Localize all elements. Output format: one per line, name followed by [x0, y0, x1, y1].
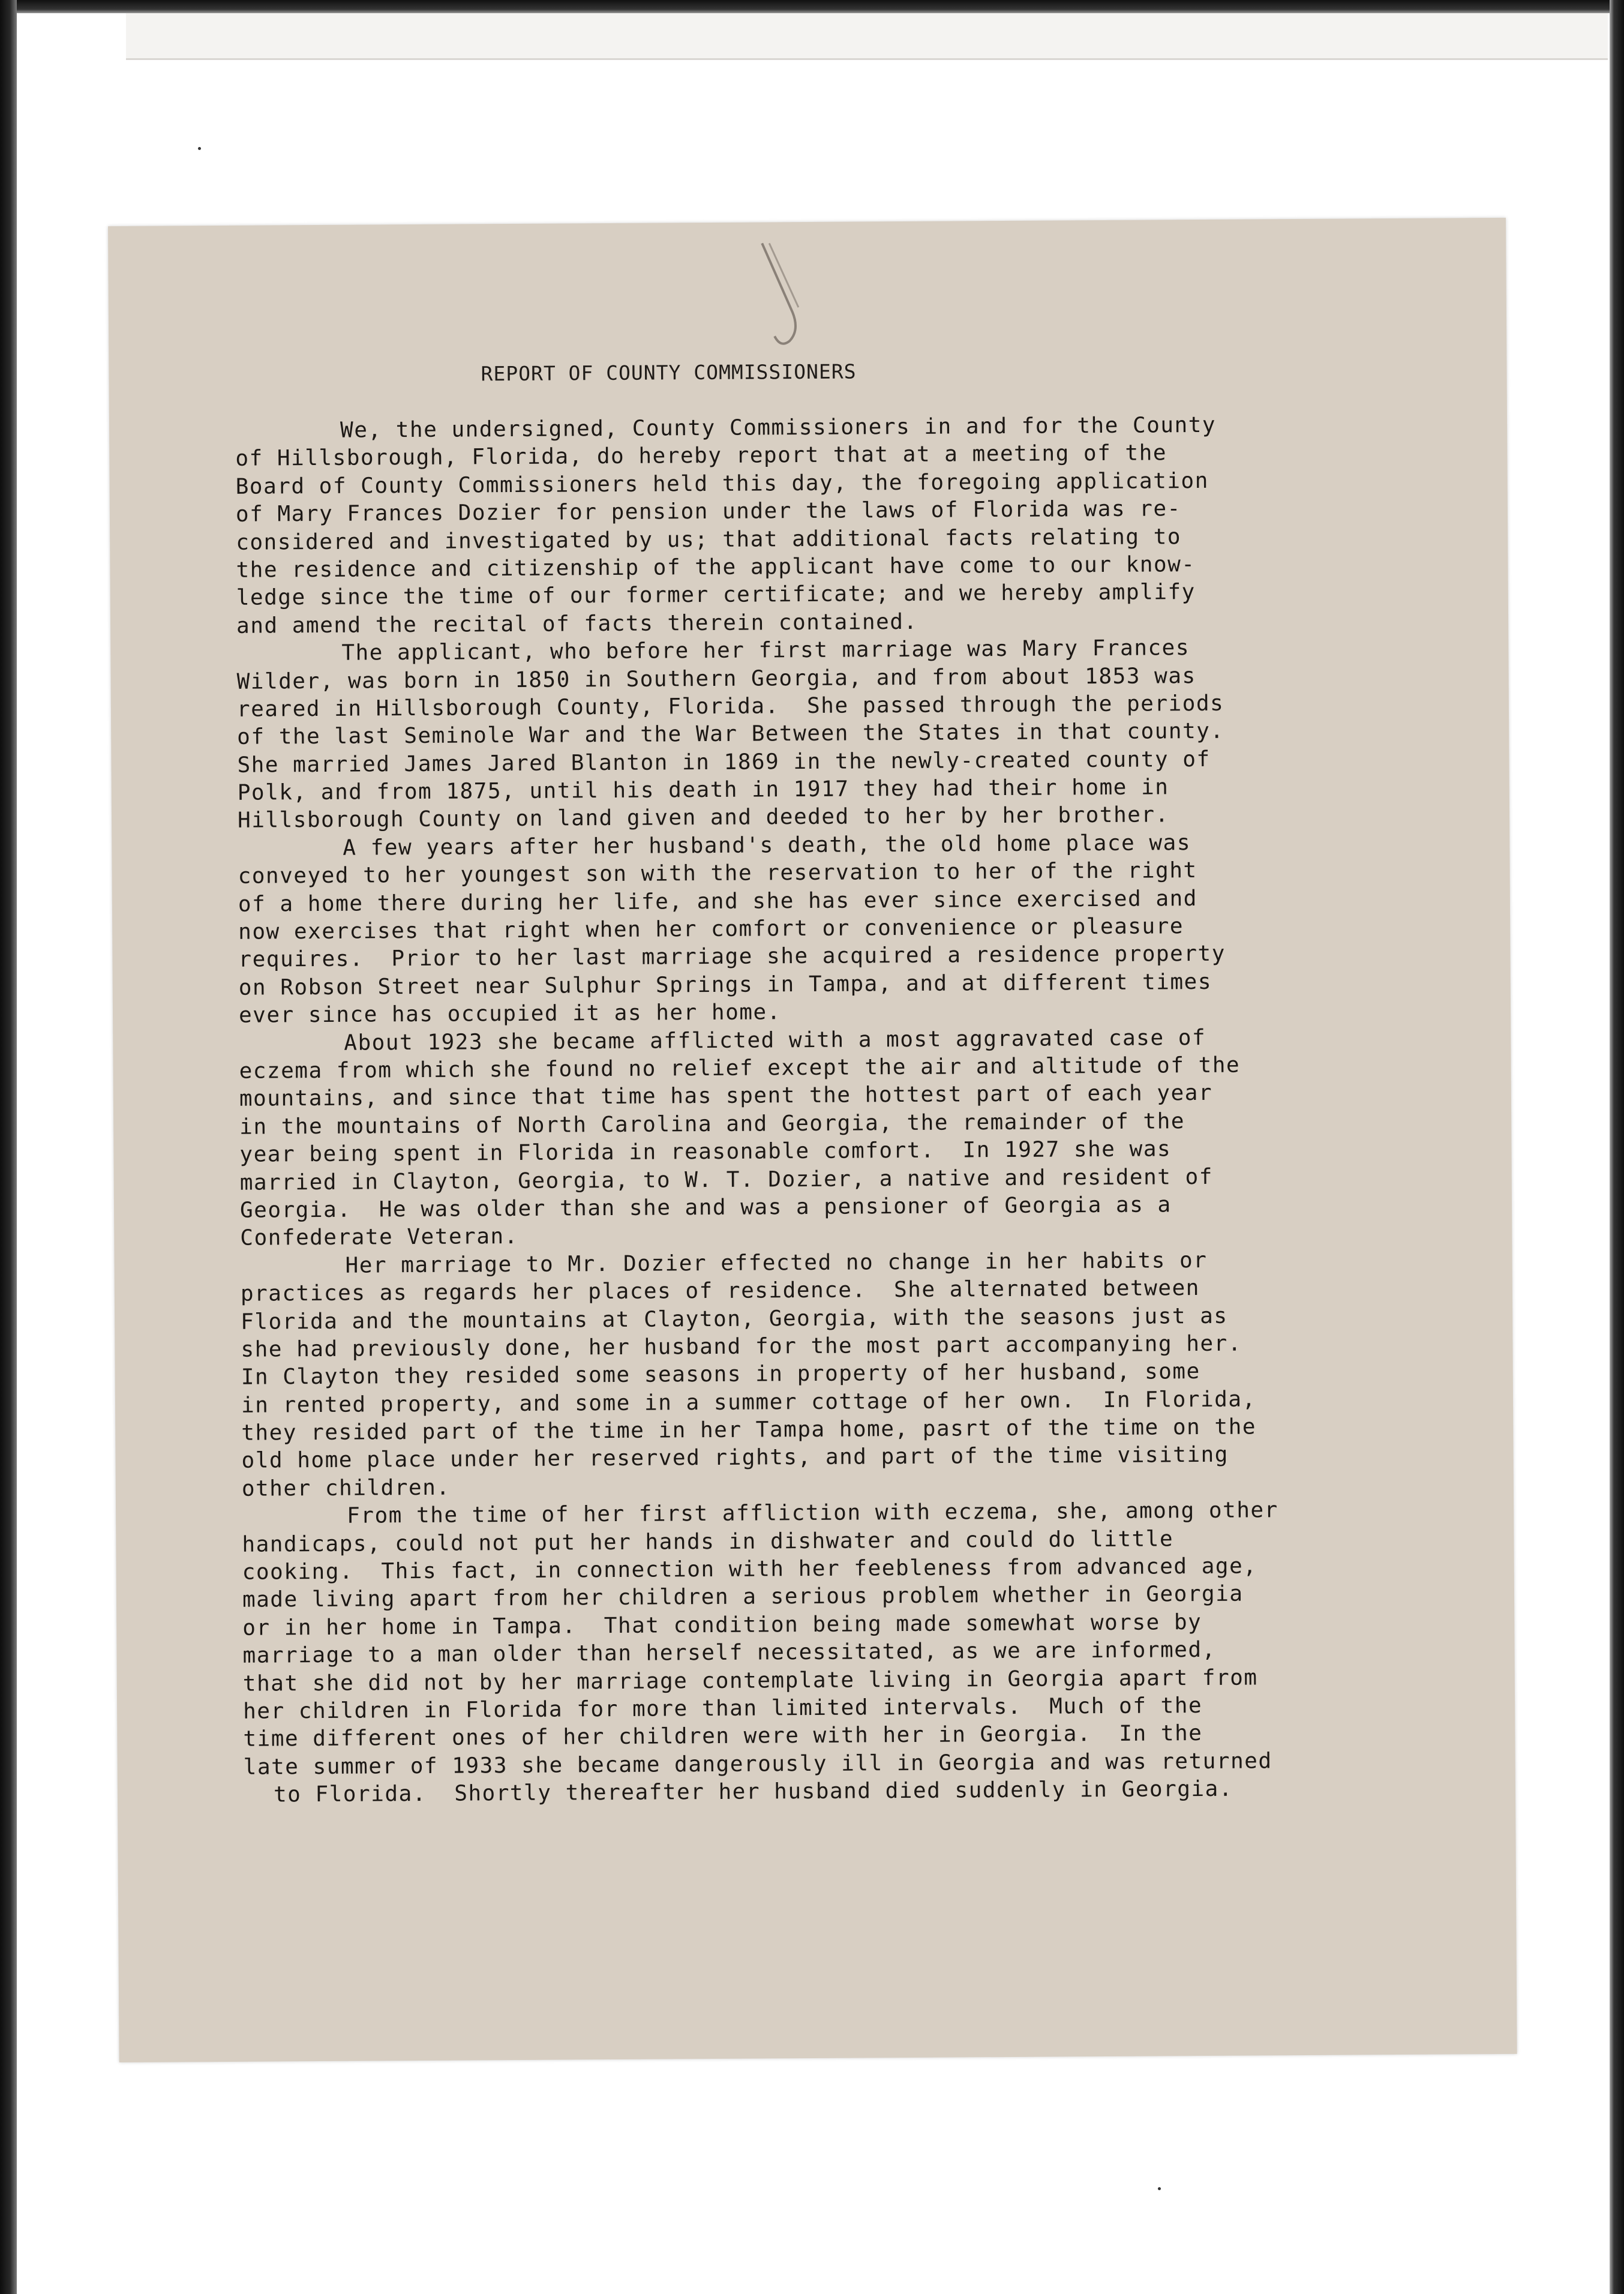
text-line: Polk, and from 1875, until his death in 1917 they had their home in — [237, 775, 1169, 805]
text-line: reared in Hillsborough County, Florida. She passed through the periods — [236, 691, 1224, 722]
dust-speck — [198, 147, 201, 150]
text-line: mountains, and since that time has spent the hottest part of each year — [239, 1081, 1213, 1112]
text-line: In Clayton they resided some seasons in property of her husband, some — [241, 1359, 1200, 1390]
text-line: cooking. This fact, in connection with her feebleness from advanced age, — [242, 1554, 1257, 1585]
text-line: handicaps, could not put her hands in dishwater and could do little — [242, 1526, 1174, 1557]
text-line: A few years after her husband's death, the old home place was — [343, 830, 1191, 860]
text-line: married in Clayton, Georgia, to W. T. Dozier, a native and resident of — [239, 1164, 1214, 1195]
document-body — [235, 410, 1479, 1809]
staple-mark-icon — [756, 240, 811, 361]
text-line: Board of County Commissioners held this day, the foregoing application — [235, 468, 1209, 499]
text-line: We, the undersigned, County Commissioners in and for the County — [340, 412, 1217, 443]
text-line: conveyed to her youngest son with the reservation to her of the right — [238, 858, 1197, 889]
text-line: her children in Florida for more than limited intervals. Much of the — [243, 1693, 1203, 1724]
text-line: and amend the recital of facts therein contained. — [236, 609, 918, 638]
text-line: of a home there during her life, and she has ever since exercised and — [238, 886, 1198, 917]
text-line: eczema from which she found no relief except the air and altitude of the — [239, 1052, 1241, 1084]
text-line: She married James Jared Blanton in 1869 in the newly-created county of — [237, 746, 1211, 778]
text-line: or in her home in Tampa. That condition being made somewhat worse by — [242, 1609, 1202, 1641]
text-line: that she did not by her marriage contemplate living in Georgia apart from — [242, 1665, 1258, 1696]
text-line: in the mountains of North Carolina and Georgia, the remainder of the — [239, 1108, 1185, 1139]
text-line: year being spent in Florida in reasonable comfort. In 1927 she was — [239, 1136, 1172, 1167]
document-title: REPORT OF COUNTY COMMISSIONERS — [481, 359, 857, 386]
text-line: marriage to a man older than herself necessitated, as we are informed, — [242, 1638, 1216, 1668]
text-line: she had previously done, her husband for the most part accompanying her. — [241, 1331, 1242, 1362]
dust-speck — [1158, 2187, 1161, 2190]
document-page — [108, 218, 1517, 2062]
text-line: the residence and citizenship of the applicant have come to our know- — [236, 552, 1196, 583]
text-line: Confederate Veteran. — [240, 1224, 518, 1251]
text-line: time different ones of her children were with her in Georgia. In the — [243, 1721, 1203, 1752]
text-line: Hillsborough County on land given and deeded to her by her brother. — [237, 802, 1169, 833]
text-line: The applicant, who before her first marriage was Mary Frances — [341, 635, 1190, 665]
text-line: of Mary Frances Dozier for pension under the laws of Florida was re- — [235, 496, 1181, 527]
scan-edge-top — [0, 0, 1624, 13]
text-line: Georgia. He was older than she and was a pensioner of Georgia as a — [239, 1192, 1172, 1223]
text-line: practices as regards her places of residence. She alternated between — [240, 1276, 1200, 1306]
text-line: on Robson Street near Sulphur Springs in Tampa, and at different times — [238, 969, 1212, 1000]
text-line: of the last Seminole War and the War Between the States in that county. — [237, 719, 1224, 750]
scan-edge-right — [1610, 0, 1624, 2294]
text-line: in rented property, and some in a summer cottage of her own. In Florida, — [241, 1387, 1256, 1418]
text-line: late summer of 1933 she became dangerously ill in Georgia and was returned — [243, 1749, 1272, 1780]
back-sheet-edge — [126, 13, 1608, 60]
text-line: old home place under her reserved rights, and part of the time visiting — [241, 1443, 1229, 1474]
text-line: Her marriage to Mr. Dozier effected no change in her habits or — [345, 1248, 1208, 1278]
text-line: ledge since the time of our former certificate; and we hereby amplify — [236, 580, 1196, 611]
text-line: other children. — [241, 1475, 451, 1501]
text-line: requires. Prior to her last marriage she acquired a residence property — [238, 941, 1226, 973]
text-line: to Florida. Shortly thereafter her husband died suddenly in Georgia. — [273, 1776, 1233, 1807]
text-line: About 1923 she became afflicted with a most aggravated case of — [344, 1025, 1206, 1055]
text-line: considered and investigated by us; that additional facts relating to — [236, 524, 1182, 555]
scan-edge-left — [0, 0, 17, 2294]
text-line: made living apart from her children a serious problem whether in Georgia — [242, 1582, 1244, 1613]
text-line: Florida and the mountains at Clayton, Georgia, with the seasons just as — [241, 1303, 1228, 1335]
text-line: ever since has occupied it as her home. — [238, 1000, 781, 1028]
text-line: From the time of her first affliction with eczema, she, among other — [347, 1498, 1278, 1528]
text-line: of Hillsborough, Florida, do hereby report that at a meeting of the — [235, 440, 1167, 472]
text-line: now exercises that right when her comfort or convenience or pleasure — [238, 914, 1184, 944]
text-line: they resided part of the time in her Tampa home, pasrt of the time on the — [241, 1414, 1257, 1446]
text-line: Wilder, was born in 1850 in Southern Georgia, and from about 1853 was — [236, 663, 1196, 694]
